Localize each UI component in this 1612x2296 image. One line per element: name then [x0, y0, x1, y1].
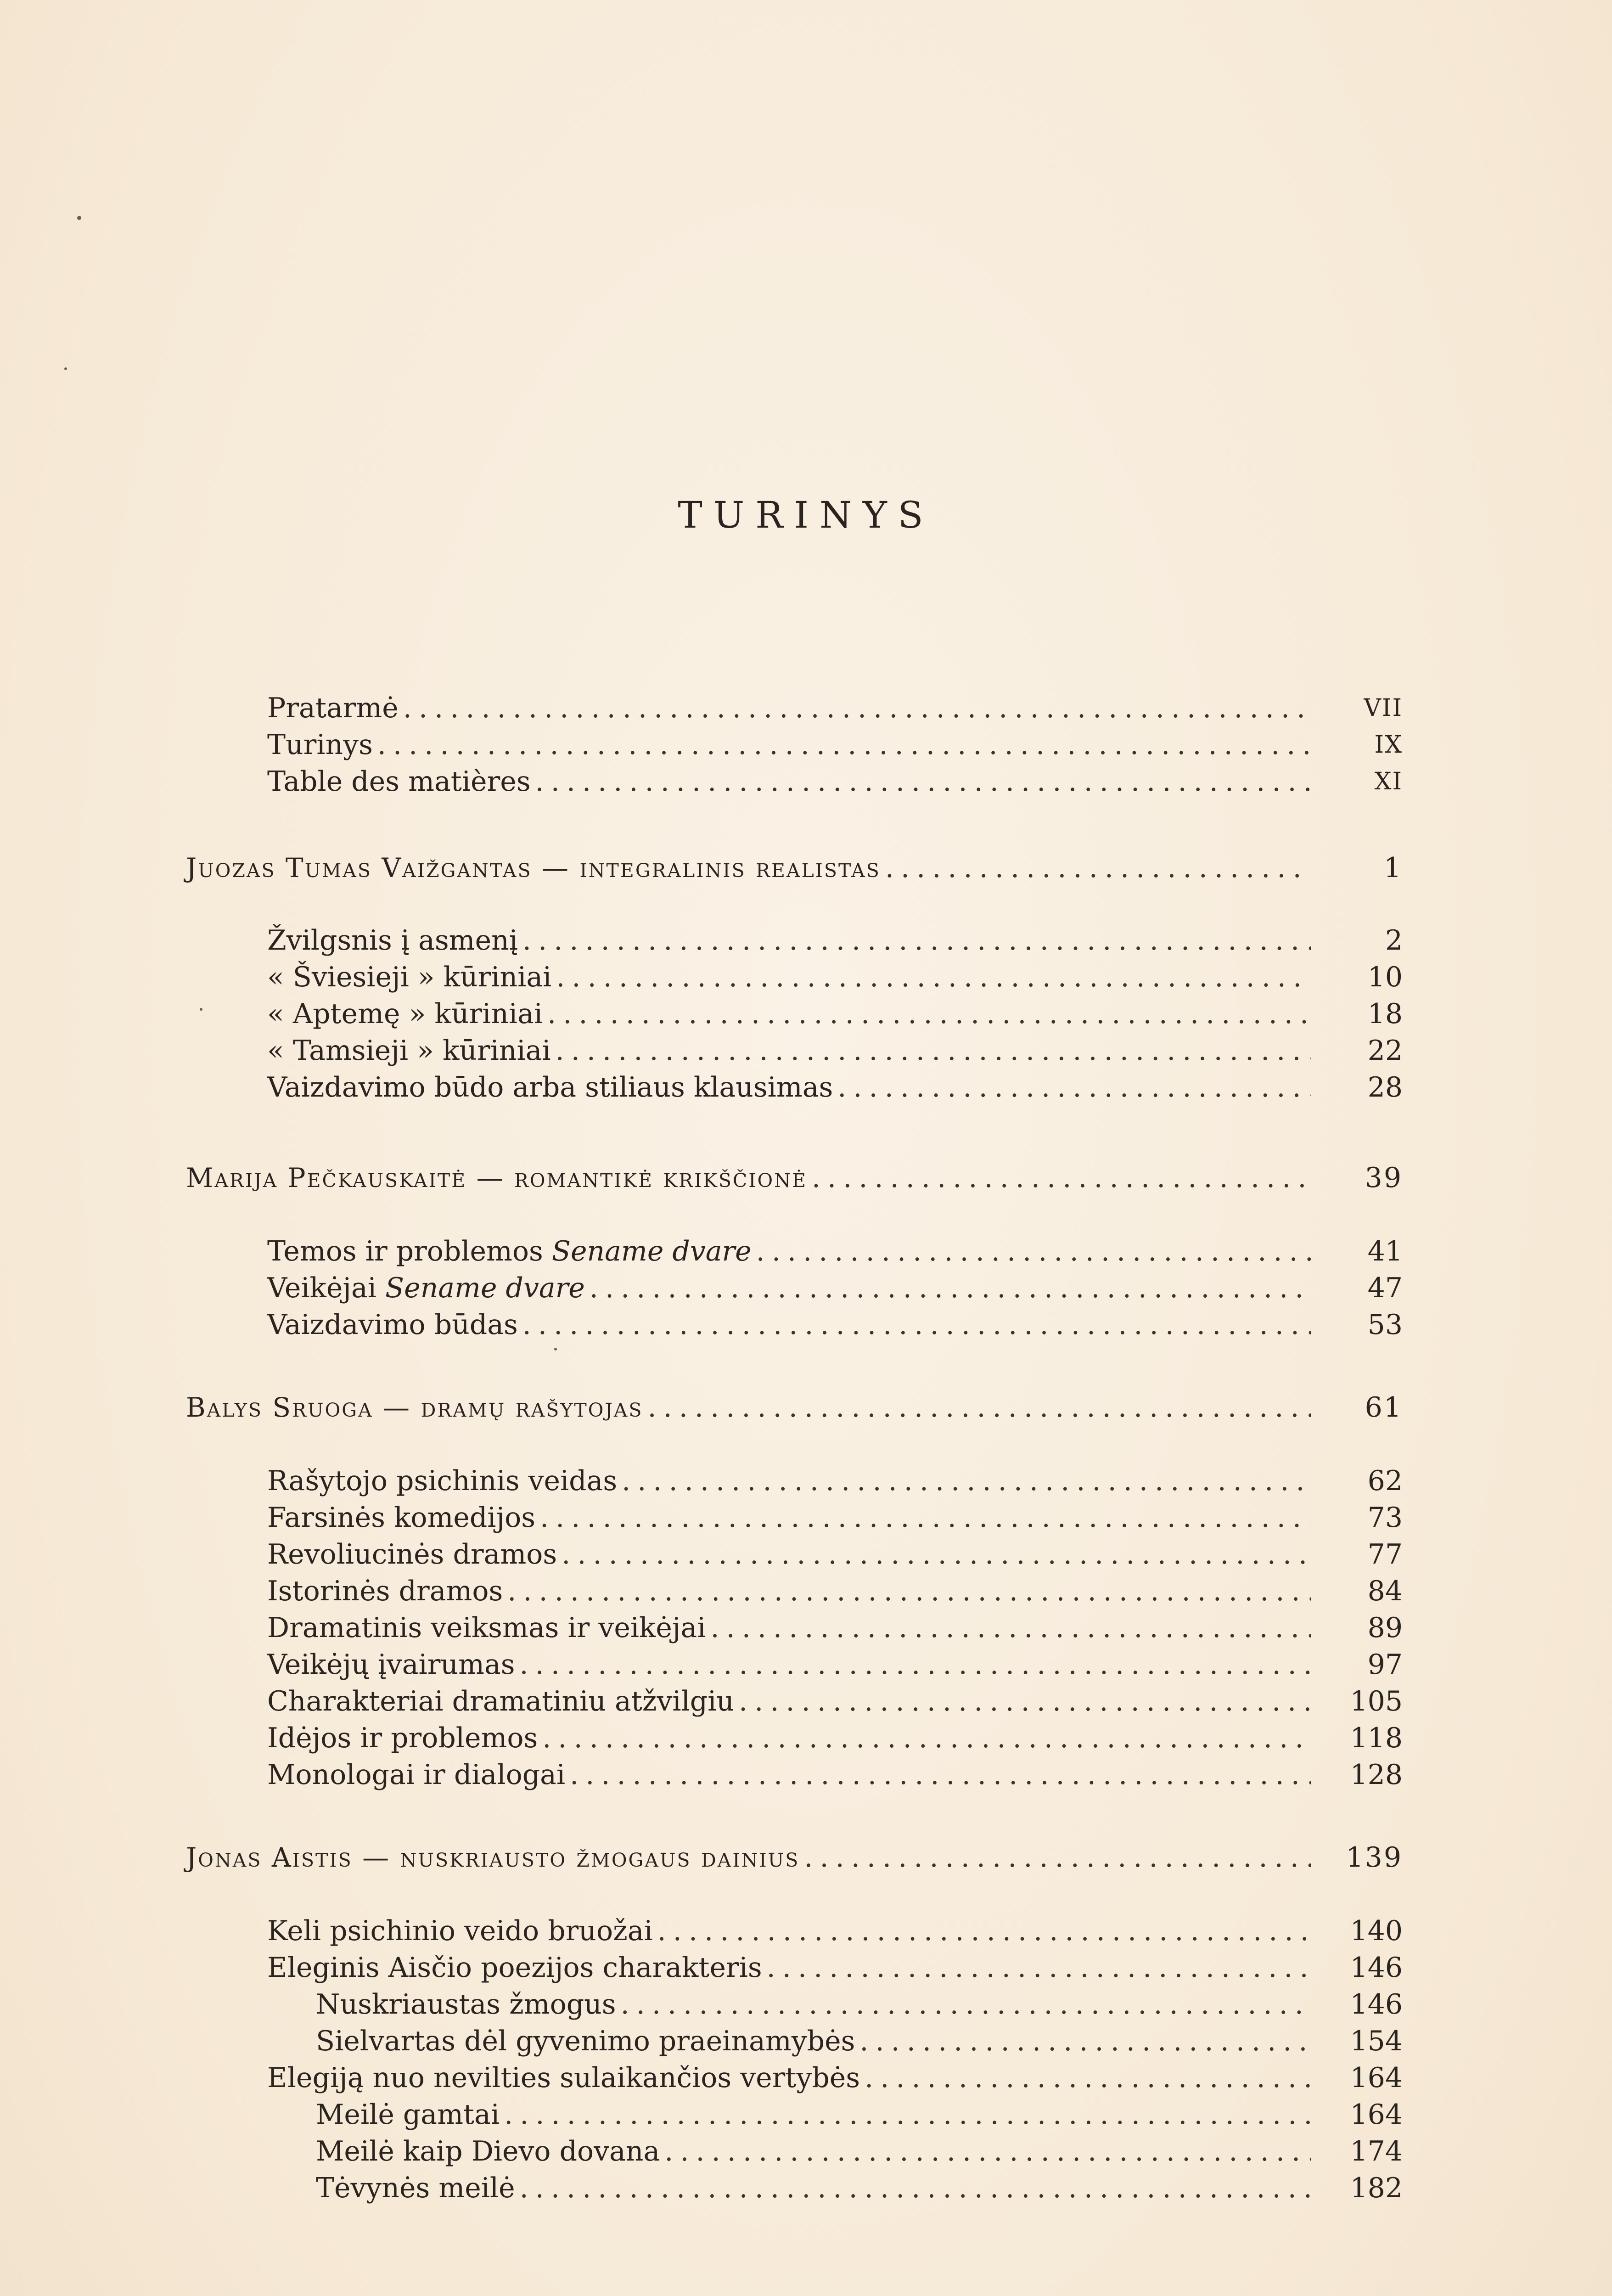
- toc-entry-page: 154: [1350, 2025, 1403, 2057]
- dot-leader: [542, 1720, 1311, 1756]
- dot-leader: [403, 690, 1311, 726]
- toc-entry[interactable]: [267, 1032, 1403, 1069]
- toc-entry-page: 105: [1350, 1685, 1403, 1717]
- toc-entry-label: Revoliucinės dramos: [267, 1538, 557, 1570]
- section-author: Marija Pečkauskaitė: [186, 1162, 467, 1193]
- toc-entry[interactable]: [267, 1499, 1403, 1536]
- toc-entry-page: 97: [1367, 1649, 1403, 1681]
- section-heading-label: [186, 850, 881, 886]
- toc-entry-label: Istorinės dramos: [267, 1575, 503, 1607]
- toc-entry-page: VII: [1364, 694, 1403, 722]
- page-title: TURINYS: [678, 494, 934, 536]
- toc-entry-page: 140: [1350, 1915, 1403, 1947]
- toc-entry-label: Dramatinis veiksmas ir veikėjai: [267, 1612, 706, 1644]
- toc-entry-page: 18: [1367, 998, 1403, 1030]
- section-author: Balys Sruoga: [186, 1392, 373, 1423]
- dot-leader: [739, 1683, 1311, 1720]
- toc-entry-page: 2: [1385, 924, 1403, 957]
- section-page: 1: [1383, 852, 1403, 884]
- toc-entry-label: Vaizdavimo būdo arba stiliaus klausimas: [267, 1071, 833, 1103]
- toc-entry[interactable]: [267, 1270, 1403, 1306]
- dot-leader: [522, 922, 1311, 959]
- dot-leader: [859, 2023, 1311, 2060]
- dot-leader: [756, 1233, 1311, 1270]
- toc-entry-label: Meilė kaip Dievo dovana: [316, 2135, 660, 2167]
- section-page: 61: [1365, 1391, 1403, 1424]
- toc-entry-page: 22: [1367, 1035, 1403, 1067]
- toc-entry[interactable]: [267, 1306, 1403, 1343]
- toc-entry[interactable]: [267, 1646, 1403, 1683]
- toc-entry-page: 118: [1350, 1722, 1403, 1754]
- toc-entry[interactable]: [267, 1683, 1403, 1720]
- toc-entry-front[interactable]: [267, 690, 1403, 726]
- section-dash: —: [362, 1842, 391, 1873]
- toc-entry-page: 146: [1350, 1988, 1403, 2020]
- toc-entry[interactable]: [267, 1233, 1403, 1270]
- dot-leader: [556, 959, 1311, 996]
- dot-leader: [520, 1646, 1311, 1683]
- paper-speck: [554, 1348, 557, 1351]
- dot-leader: [664, 2133, 1311, 2170]
- section-dash: —: [542, 852, 570, 884]
- toc-entry-label: Vaizdavimo būdas: [267, 1309, 518, 1341]
- section-subtitle: integralinis realistas: [579, 852, 881, 884]
- toc-subentry[interactable]: [316, 2133, 1403, 2170]
- toc-subentry[interactable]: [316, 2023, 1403, 2060]
- section-page: 139: [1346, 1841, 1403, 1874]
- toc-entry-label: Žvilgsnis į asmenį: [267, 924, 518, 957]
- toc-entry[interactable]: [267, 1913, 1403, 1949]
- dot-leader: [865, 2060, 1311, 2096]
- toc-entry-page: 41: [1367, 1235, 1403, 1267]
- dot-leader: [535, 763, 1311, 800]
- toc-entry-front[interactable]: [267, 763, 1403, 800]
- section-dash: —: [476, 1162, 505, 1193]
- paper-speck: [77, 216, 81, 220]
- toc-entry[interactable]: [267, 1573, 1403, 1609]
- toc-entry-label: [267, 1270, 585, 1306]
- dot-leader: [804, 1839, 1311, 1876]
- toc-entry[interactable]: [267, 1756, 1403, 1793]
- toc-entry-page: 89: [1367, 1612, 1403, 1644]
- toc-entry-label: Idėjos ir problemos: [267, 1722, 538, 1754]
- toc-entry-italic: Sename dvare: [551, 1235, 752, 1267]
- toc-entry-label: [267, 1233, 752, 1270]
- dot-leader: [556, 1032, 1311, 1069]
- dot-leader: [570, 1756, 1311, 1793]
- toc-entry-label: Keli psichinio veido bruožai: [267, 1915, 653, 1947]
- section-dash: —: [383, 1392, 411, 1423]
- dot-leader: [837, 1069, 1311, 1106]
- dot-leader: [520, 2170, 1311, 2206]
- dot-leader: [710, 1609, 1311, 1646]
- toc-subentry[interactable]: [316, 2170, 1403, 2206]
- dot-leader: [507, 1573, 1311, 1609]
- toc-entry-page: 62: [1367, 1465, 1403, 1497]
- dot-leader: [885, 850, 1311, 886]
- dot-leader: [647, 1389, 1311, 1426]
- section-heading[interactable]: [186, 1839, 1403, 1876]
- toc-entry-page: 164: [1350, 2062, 1403, 2094]
- toc-entry-text: Veikėjai: [267, 1272, 376, 1304]
- dot-leader: [590, 1270, 1311, 1306]
- toc-entry-label: Elegiją nuo nevilties sulaikančios vertybės: [267, 2062, 860, 2094]
- section-heading-label: [186, 1389, 643, 1426]
- toc-entry-page: 146: [1350, 1952, 1403, 1984]
- toc-entry-page: 28: [1367, 1071, 1403, 1103]
- section-page: 39: [1365, 1162, 1403, 1194]
- dot-leader: [622, 1463, 1311, 1499]
- toc-subentry[interactable]: [316, 1986, 1403, 2023]
- section-heading-label: [186, 1839, 799, 1876]
- toc-entry-label: Nuskriaustas žmogus: [316, 1988, 616, 2020]
- dot-leader: [767, 1949, 1311, 1986]
- toc-entry-page: 53: [1367, 1309, 1403, 1341]
- toc-entry-page: 77: [1367, 1538, 1403, 1570]
- toc-entry-page: XI: [1374, 768, 1403, 795]
- toc-entry-front[interactable]: [267, 726, 1403, 763]
- toc-entry[interactable]: [267, 996, 1403, 1032]
- toc-entry-page: 174: [1350, 2135, 1403, 2167]
- toc-entry[interactable]: [267, 1463, 1403, 1499]
- section-subtitle: dramų rašytojas: [421, 1392, 643, 1423]
- dot-leader: [547, 996, 1311, 1032]
- section-heading[interactable]: [186, 1159, 1403, 1196]
- toc-entry-label: « Šviesieji » kūriniai: [267, 961, 552, 993]
- toc-entry-page: 164: [1350, 2099, 1403, 2131]
- toc-entry-page: 10: [1367, 961, 1403, 993]
- paper-speck: [200, 1008, 202, 1011]
- toc-entry-label: Eleginis Aisčio poezijos charakteris: [267, 1952, 762, 1984]
- dot-leader: [657, 1913, 1311, 1949]
- toc-entry[interactable]: [267, 922, 1403, 959]
- section-subtitle: nuskriausto žmogaus dainius: [400, 1842, 800, 1873]
- dot-leader: [377, 726, 1311, 763]
- toc-entry-label: Veikėjų įvairumas: [267, 1649, 515, 1681]
- toc-entry-label: Rašytojo psichinis veidas: [267, 1465, 618, 1497]
- toc-entry-label: « Aptemę » kūriniai: [267, 998, 543, 1030]
- toc-entry-label: Table des matières: [267, 765, 531, 798]
- toc-entry-label: Sielvartas dėl gyvenimo praeinamybės: [316, 2025, 855, 2057]
- toc-entry-label: Charakteriai dramatiniu atžvilgiu: [267, 1685, 735, 1717]
- toc-entry[interactable]: [267, 1536, 1403, 1573]
- toc-entry-page: 128: [1350, 1759, 1403, 1791]
- section-subtitle: romantikė krikščionė: [514, 1162, 807, 1193]
- toc-entry-label: Pratarmė: [267, 692, 399, 724]
- dot-leader: [522, 1306, 1311, 1343]
- toc-entry-text: Temos ir problemos: [267, 1235, 543, 1267]
- dot-leader: [540, 1499, 1311, 1536]
- toc-entry-page: 73: [1367, 1502, 1403, 1534]
- dot-leader: [504, 2096, 1311, 2133]
- toc-entry-label: Turinys: [267, 729, 373, 761]
- dot-leader: [621, 1986, 1311, 2023]
- dot-leader: [562, 1536, 1311, 1573]
- toc-entry-label: Meilė gamtai: [316, 2099, 500, 2131]
- section-author: Jonas Aistis: [186, 1842, 353, 1873]
- section-heading[interactable]: [186, 1389, 1403, 1426]
- dot-leader: [812, 1159, 1311, 1196]
- toc-entry-label: « Tamsieji » kūriniai: [267, 1035, 551, 1067]
- toc-entry-label: Farsinės komedijos: [267, 1502, 536, 1534]
- toc-entry-page: 182: [1350, 2172, 1403, 2204]
- toc-entry[interactable]: [267, 1720, 1403, 1756]
- section-heading-label: [186, 1159, 807, 1196]
- toc-entry[interactable]: [267, 959, 1403, 996]
- toc-entry[interactable]: [267, 1609, 1403, 1646]
- toc-entry[interactable]: [267, 1069, 1403, 1106]
- toc-entry-label: Monologai ir dialogai: [267, 1759, 566, 1791]
- toc-entry-page: IX: [1374, 731, 1403, 759]
- toc-entry-page: 47: [1367, 1272, 1403, 1304]
- toc-subentry[interactable]: [316, 2096, 1403, 2133]
- section-heading[interactable]: [186, 850, 1403, 886]
- toc-entry[interactable]: [267, 1949, 1403, 1986]
- toc-entry-italic: Sename dvare: [385, 1272, 585, 1304]
- toc-entry-page: 84: [1367, 1575, 1403, 1607]
- toc-entry-label: Tėvynės meilė: [316, 2172, 515, 2204]
- toc-entry[interactable]: [267, 2060, 1403, 2096]
- section-author: Juozas Tumas Vaižgantas: [186, 852, 532, 884]
- paper-speck: [64, 367, 67, 370]
